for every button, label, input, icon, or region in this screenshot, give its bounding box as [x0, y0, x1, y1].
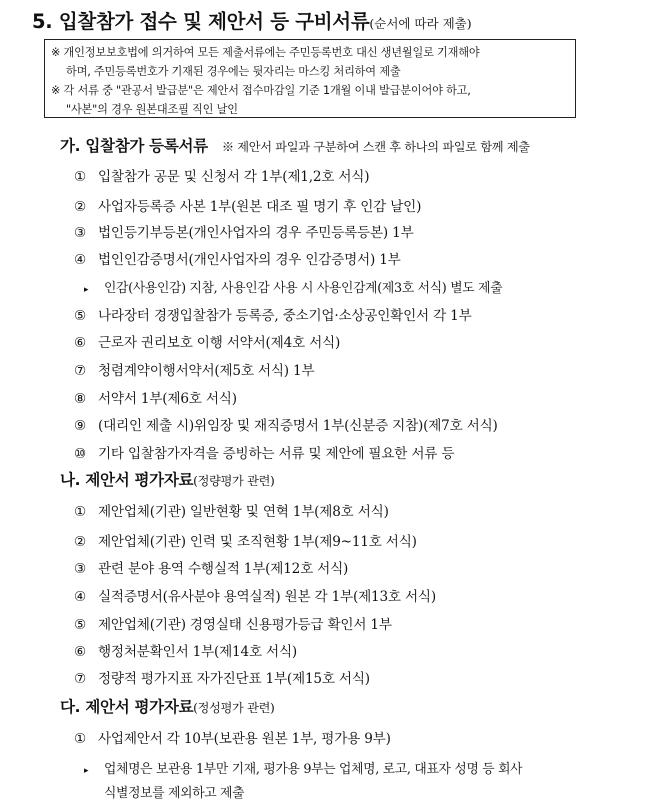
list-item [74, 442, 454, 462]
item-number: ② [74, 534, 86, 550]
list-item [74, 667, 370, 687]
list-item [74, 414, 498, 434]
section-na-label: 나. 제안서 평가자료 [60, 471, 194, 489]
item-number: ① [74, 504, 86, 520]
item-text: 근로자 권리보호 이행 서약서(제4호 서식) [98, 335, 341, 351]
item-text: (대리인 제출 시)위임장 및 재직증명서 1부(신분증 지참)(제7호 서식) [98, 418, 498, 434]
notice-line: ※ 개인정보보호법에 의거하여 모든 제출서류에는 주민등록번호 대신 생년월일로 기재해야 [51, 46, 480, 59]
list-item [74, 359, 314, 379]
item-text: 제안업체(기관) 일반현황 및 연혁 1부(제8호 서식) [98, 504, 389, 520]
item-number: ③ [74, 225, 86, 241]
sub-note [84, 758, 522, 777]
list-item [74, 195, 421, 215]
heading-title: 5. 입찰참가 접수 및 제안서 등 구비서류 [32, 10, 370, 33]
sub-note-text: 업체명은 보관용 1부만 기재, 평가용 9부는 업체명, 로고, 대표자 성명 등 회사 [104, 762, 523, 777]
item-text: 기타 입찰참가자격을 증빙하는 서류 및 제안에 필요한 서류 등 [98, 446, 455, 462]
item-text: 제안업체(기관) 경영실태 신용평가등급 확인서 1부 [98, 617, 392, 633]
notice-line: ※ 각 서류 중 "관공서 발급분"은 제안서 접수마감일 기준 1개월 이내 발급분이어야 하고, [51, 84, 471, 97]
item-number: ⑩ [74, 446, 86, 462]
list-item [74, 304, 472, 324]
list-item [74, 165, 369, 185]
item-number: ④ [74, 252, 86, 268]
item-number: ② [74, 199, 86, 215]
item-number: ① [74, 169, 86, 185]
arrow-bullet-icon: ▸ [84, 766, 89, 776]
item-number: ⑨ [74, 418, 86, 434]
item-number: ⑦ [74, 363, 86, 379]
item-text: 나라장터 경쟁입찰참가 등록증, 중소기업·소상공인확인서 각 1부 [98, 308, 472, 324]
section-ga-title [60, 134, 530, 156]
notice-line: "사본"의 경우 원본대조필 직인 날인 [66, 103, 238, 116]
sub-note-text: 인감(사용인감) 지참, 사용인감 사용 시 사용인감계(제3호 서식) 별도 제출 [104, 281, 503, 296]
list-item [74, 500, 389, 520]
section-na-suffix: (정량평가 관련) [193, 474, 275, 488]
notice-line: 하며, 주민등록번호가 기재된 경우에는 뒷자리는 마스킹 처리하여 제출 [66, 65, 401, 78]
list-item [74, 585, 436, 605]
heading-suffix: (순서에 따라 제출) [369, 16, 472, 31]
list-item [74, 530, 417, 550]
item-number: ⑥ [74, 335, 86, 351]
item-number: ⑧ [74, 391, 86, 407]
list-item [74, 387, 237, 407]
list-item [74, 640, 297, 660]
sub-note [84, 277, 502, 296]
item-text: 법인인감증명서(개인사업자의 경우 인감증명서) 1부 [98, 252, 401, 268]
list-item [74, 221, 414, 241]
item-text: 청렴계약이행서약서(제5호 서식) 1부 [98, 363, 315, 379]
section-da-label: 다. 제안서 평가자료 [60, 698, 194, 716]
item-text: 입찰참가 공문 및 신청서 각 1부(제1,2호 서식) [98, 169, 370, 185]
list-item [74, 727, 391, 747]
item-text: 관련 분야 용역 수행실적 1부(제12호 서식) [98, 561, 349, 577]
notice-box [44, 39, 576, 118]
section-na-title [60, 468, 275, 490]
item-text: 정량적 평가지표 자가진단표 1부(제15호 서식) [98, 671, 370, 687]
item-number: ③ [74, 561, 86, 577]
item-text: 법인등기부등본(개인사업자의 경우 주민등록등본) 1부 [98, 225, 414, 241]
section-ga-note: ※ 제안서 파일과 구분하여 스캔 후 하나의 파일로 함께 제출 [221, 140, 530, 154]
item-text: 행정처분확인서 1부(제14호 서식) [98, 644, 297, 660]
item-text: 실적증명서(유사분야 용역실적) 원본 각 1부(제13호 서식) [98, 589, 436, 605]
item-number: ⑤ [74, 308, 86, 324]
section-ga-label: 가. 입찰참가 등록서류 [60, 137, 208, 155]
list-item [74, 613, 392, 633]
sub-note-continuation: 식별정보를 제외하고 제출 [104, 786, 245, 801]
arrow-bullet-icon: ▸ [84, 285, 89, 295]
item-number: ① [74, 731, 86, 747]
item-number: ④ [74, 589, 86, 605]
item-number: ⑤ [74, 617, 86, 633]
item-text: 제안업체(기관) 인력 및 조직현황 1부(제9~11호 서식) [98, 534, 417, 550]
item-number: ⑦ [74, 671, 86, 687]
item-text: 사업자등록증 사본 1부(원본 대조 필 명기 후 인감 날인) [98, 199, 422, 215]
page-heading [32, 6, 472, 34]
list-item [74, 557, 348, 577]
item-text: 사업제안서 각 10부(보관용 원본 1부, 평가용 9부) [98, 731, 391, 747]
item-number: ⑥ [74, 644, 86, 660]
section-da-title [60, 695, 275, 717]
list-item [74, 248, 401, 268]
section-da-suffix: (정성평가 관련) [193, 701, 275, 715]
list-item [74, 331, 340, 351]
item-text: 서약서 1부(제6호 서식) [98, 391, 237, 407]
